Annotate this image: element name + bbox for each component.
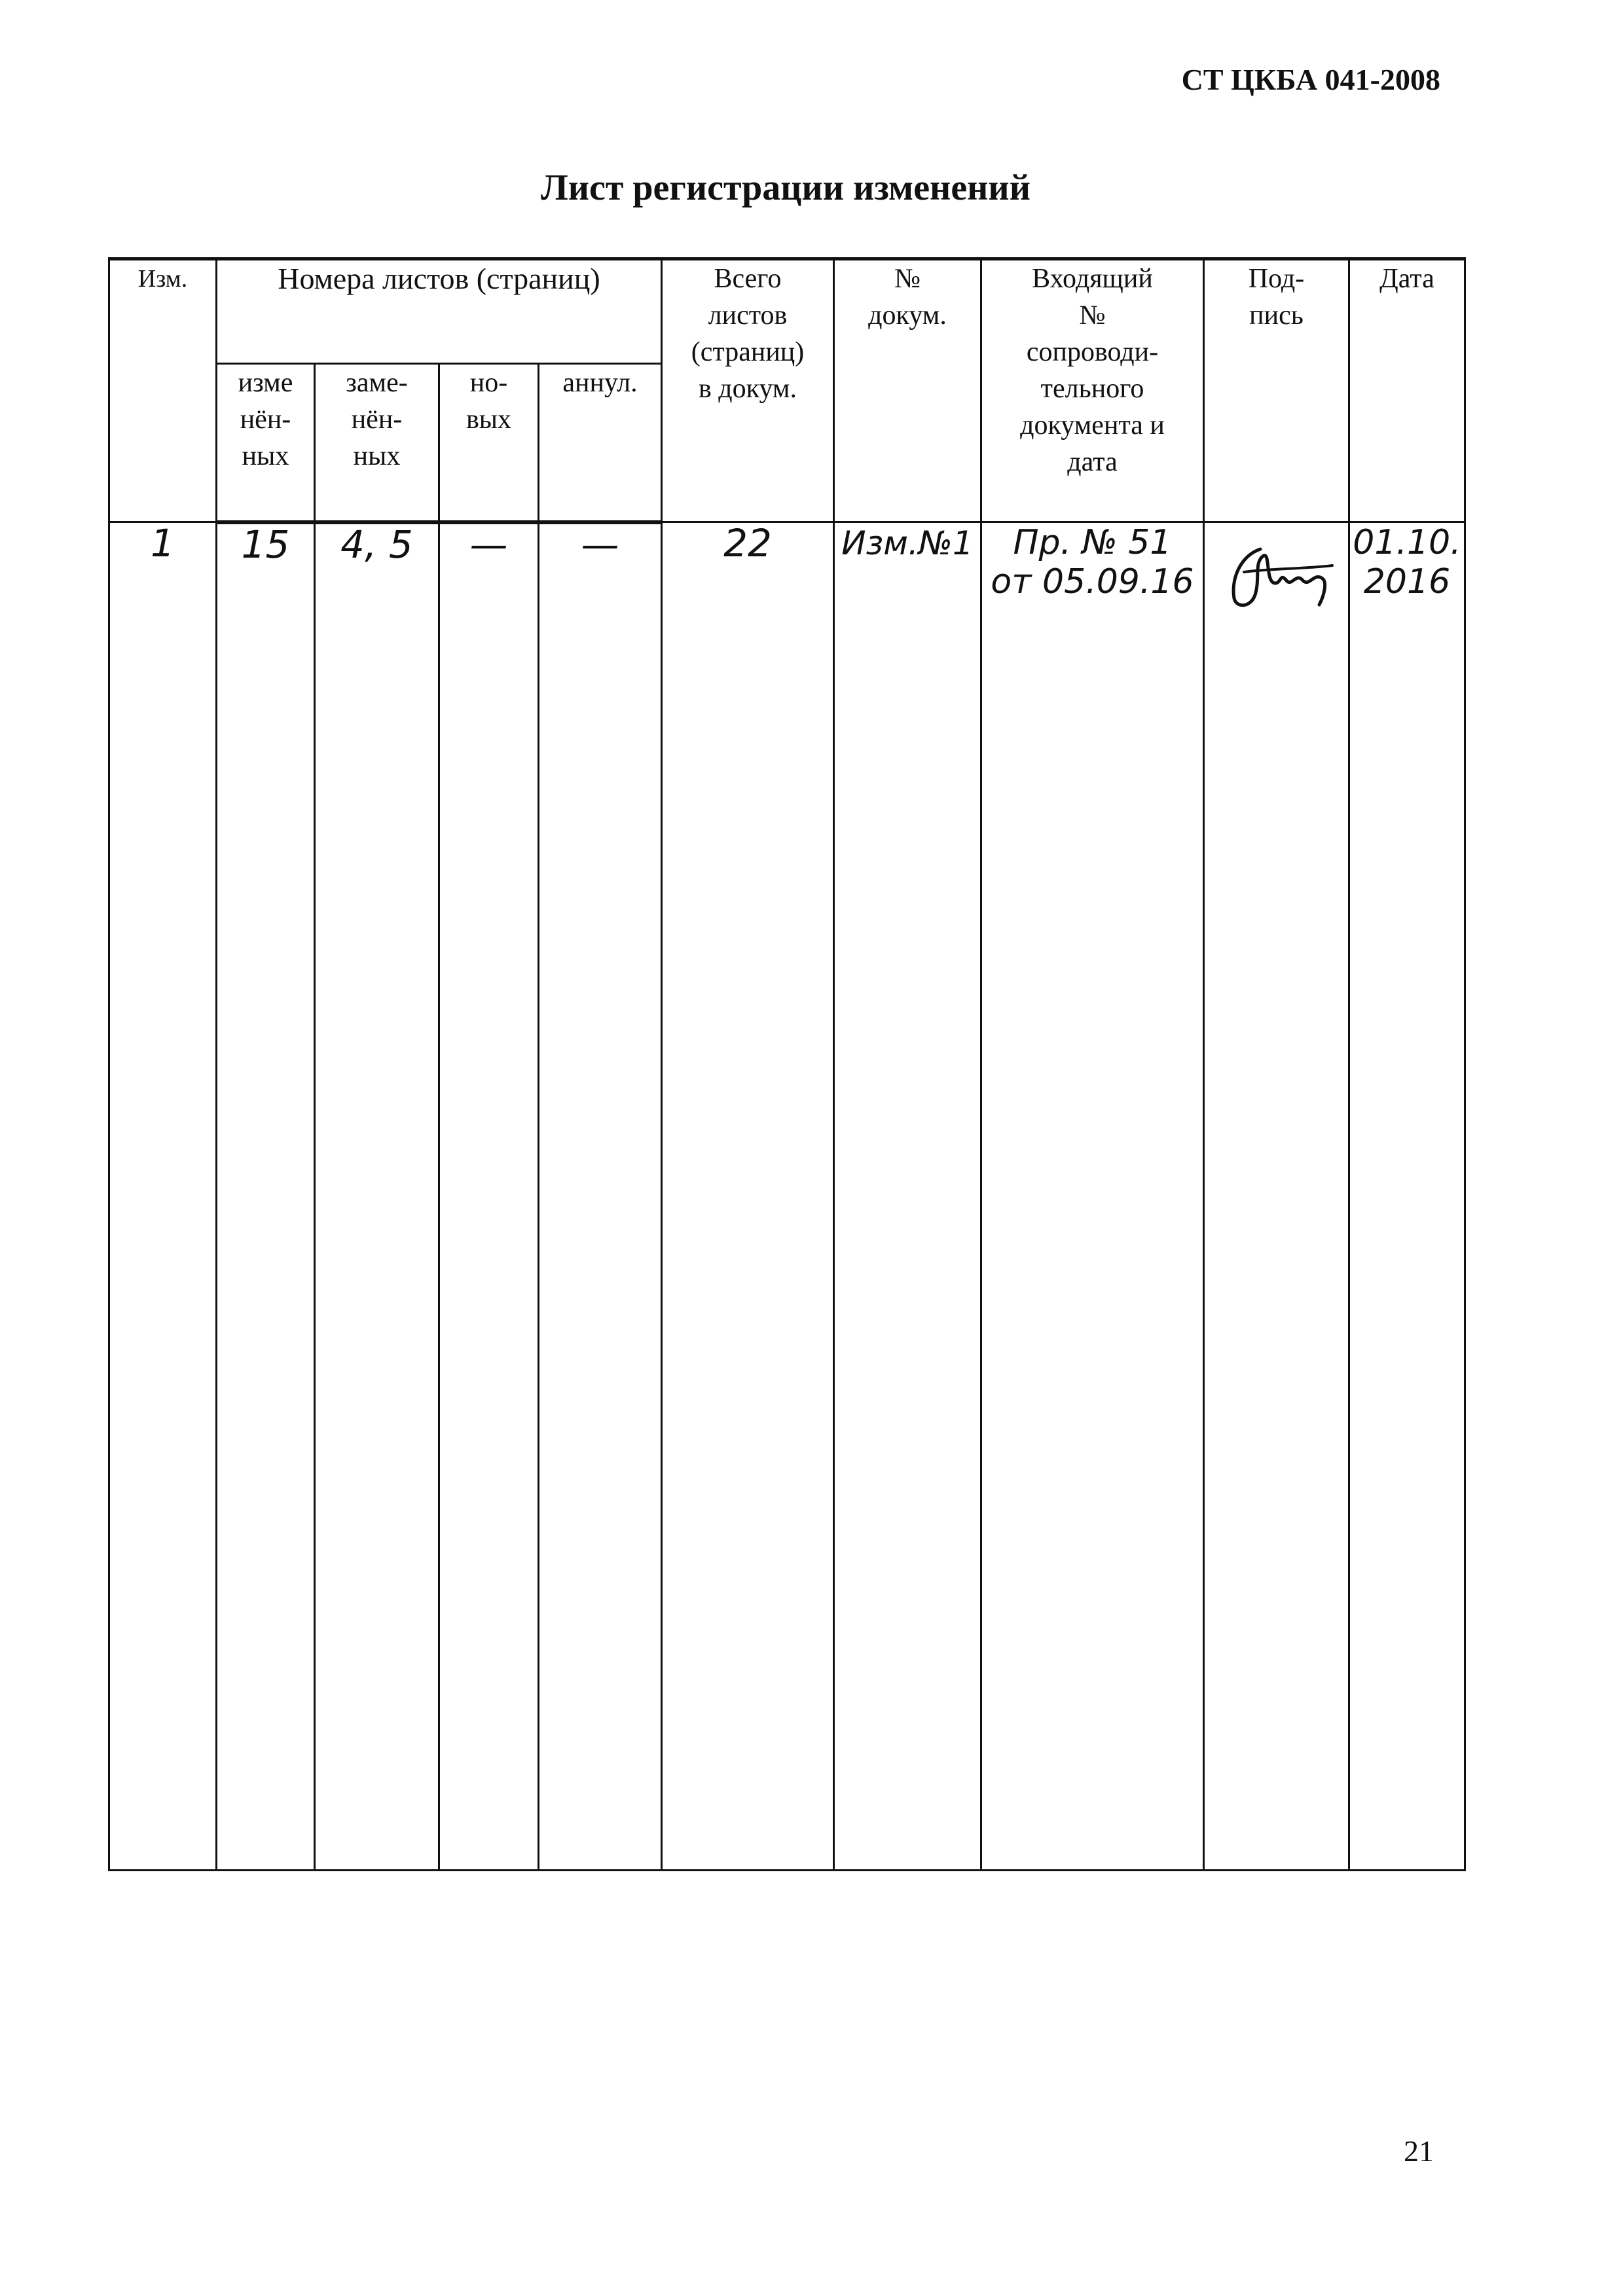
header-signature: Под- пись — [1204, 259, 1349, 522]
header-incoming-doc: Входящий № сопроводи- тельного документа и дата — [981, 259, 1204, 522]
header-changed: изме нён- ных — [217, 364, 315, 522]
cell-date: 01.10. 2016 — [1349, 522, 1465, 1871]
page-number: 21 — [1404, 2134, 1434, 2168]
header-annulled: аннул. — [539, 364, 662, 522]
change-registration-table — [108, 257, 1466, 1871]
table-row — [109, 522, 1465, 1871]
header-total-pages: Всего листов (страниц) в докум. — [662, 259, 834, 522]
header-pages-group: Номера листов (страниц) — [217, 259, 662, 364]
header-date: Дата — [1349, 259, 1465, 522]
header-new: но- вых — [439, 364, 539, 522]
cell-izm: 1 — [109, 522, 217, 1871]
cell-new: — — [439, 522, 539, 1871]
cell-incoming-doc: Пр. № 51 от 05.09.16 — [981, 522, 1204, 1871]
handwritten-signature — [1214, 543, 1339, 615]
cell-replaced: 4, 5 — [315, 522, 439, 1871]
cell-total: 22 — [662, 522, 834, 1871]
cell-changed: 15 — [217, 522, 315, 1871]
header-replaced: заме- нён- ных — [315, 364, 439, 522]
cell-annulled: — — [539, 522, 662, 1871]
sheet-title: Лист регистрации изменений — [541, 168, 1030, 208]
cell-signature — [1204, 522, 1349, 1871]
header-izm: Изм. — [109, 259, 217, 522]
header-doc-number: № докум. — [834, 259, 981, 522]
document-code: СТ ЦКБА 041-2008 — [1181, 63, 1440, 96]
cell-doc-number: Изм.№1 — [834, 522, 981, 1871]
